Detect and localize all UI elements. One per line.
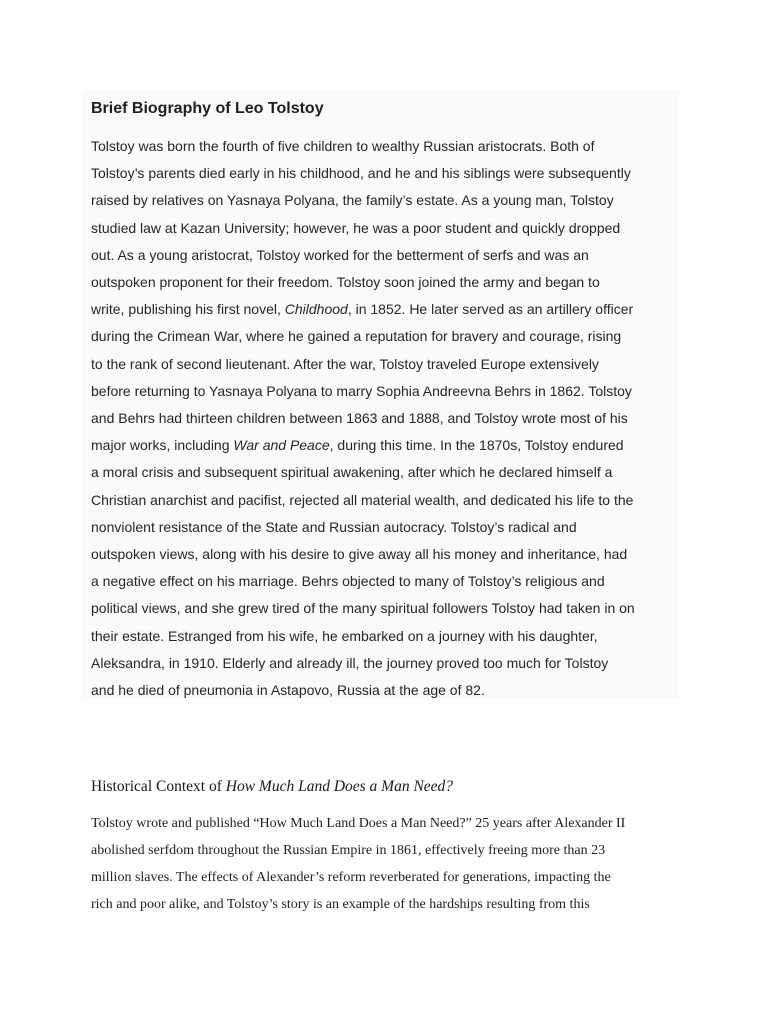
text-segment: their estate. Estranged from his wife, he embarked on a journey with his daughter,: [91, 627, 598, 644]
text-line: Tolstoy wrote and published “How Much Land Does a Man Need?” 25 years after Alexander II: [91, 816, 626, 831]
text-line: [91, 541, 681, 568]
text-line: [91, 187, 681, 214]
text-segment: studied law at Kazan University; however, he was a poor student and quickly dropped: [91, 219, 621, 236]
historical-context-paragraph: [91, 810, 691, 918]
text-segment: outspoken views, along with his desire to give away all his money and inheritance, had: [91, 546, 628, 563]
text-line: [91, 215, 681, 242]
text-segment: Tolstoy’s parents died early in his childhood, and he and his siblings were subsequently: [91, 165, 631, 182]
text-line: [91, 459, 681, 486]
text-segment: , in 1852. He later served as an artillery officer: [347, 301, 634, 318]
text-segment: out. As a young aristocrat, Tolstoy worked for the betterment of serfs and was an: [91, 246, 589, 263]
text-line: [91, 133, 681, 160]
text-segment: during the Crimean War, where he gained a reputation for bravery and courage, rising: [91, 328, 622, 345]
text-line: [91, 351, 681, 378]
work-title: Childhood: [284, 301, 348, 318]
text-segment: a moral crisis and subsequent spiritual awakening, after which he declared himself a: [91, 464, 613, 481]
biography-heading: Brief Biography of Leo Tolstoy: [91, 100, 324, 117]
text-segment: Christian anarchist and pacifist, rejected all material wealth, and dedicated his life to the: [91, 491, 634, 508]
text-segment: major works, including: [91, 437, 234, 454]
heading-prefix: Historical Context of: [91, 778, 226, 795]
text-line: [91, 650, 681, 677]
historical-context-heading: [91, 776, 453, 798]
text-segment: to the rank of second lieutenant. After the war, Tolstoy traveled Europe extensively: [91, 355, 599, 372]
text-segment: raised by relatives on Yasnaya Polyana, the family’s estate. As a young man, Tolstoy: [91, 192, 614, 209]
text-line: million slaves. The effects of Alexander’s reform reverberated for generations, impacting the: [91, 870, 611, 885]
text-line: [91, 405, 681, 432]
text-line: [91, 568, 681, 595]
text-line: [91, 514, 681, 541]
text-line: [91, 487, 681, 514]
text-segment: Aleksandra, in 1910. Elderly and already ill, the journey proved too much for Tolstoy: [91, 654, 609, 671]
text-segment: before returning to Yasnaya Polyana to marry Sophia Andreevna Behrs in 1862. Tolstoy: [91, 382, 632, 399]
text-segment: and Behrs had thirteen children between 1863 and 1888, and Tolstoy wrote most of his: [91, 410, 628, 427]
text-segment: nonviolent resistance of the State and Russian autocracy. Tolstoy’s radical and: [91, 518, 577, 535]
text-segment: political views, and she grew tired of the many spiritual followers Tolstoy had taken in on: [91, 600, 635, 617]
biography-paragraph: [91, 133, 681, 704]
text-line: [91, 677, 681, 704]
text-segment: and he died of pneumonia in Astapovo, Russia at the age of 82.: [91, 682, 485, 699]
work-title: War and Peace: [233, 437, 330, 454]
text-segment: , during this time. In the 1870s, Tolstoy endured: [329, 437, 624, 454]
text-line: [91, 296, 681, 323]
text-segment: write, publishing his first novel,: [91, 301, 285, 318]
text-segment: a negative effect on his marriage. Behrs objected to many of Tolstoy’s religious and: [91, 573, 605, 590]
text-segment: outspoken proponent for their freedom. Tolstoy soon joined the army and began to: [91, 274, 600, 291]
text-line: [91, 432, 681, 459]
text-line: [91, 323, 681, 350]
text-line: [91, 378, 681, 405]
text-line: [91, 623, 681, 650]
text-line: [91, 269, 681, 296]
heading-work-title: How Much Land Does a Man Need?: [225, 778, 454, 795]
text-line: [91, 160, 681, 187]
text-segment: Tolstoy was born the fourth of five children to wealthy Russian aristocrats. Both of: [91, 138, 595, 154]
text-line: abolished serfdom throughout the Russian Empire in 1861, effectively freeing more than 23: [91, 843, 606, 858]
text-line: [91, 595, 681, 622]
text-line: rich and poor alike, and Tolstoy’s story is an example of the hardships resulting from this: [91, 897, 590, 912]
text-line: [91, 242, 681, 269]
